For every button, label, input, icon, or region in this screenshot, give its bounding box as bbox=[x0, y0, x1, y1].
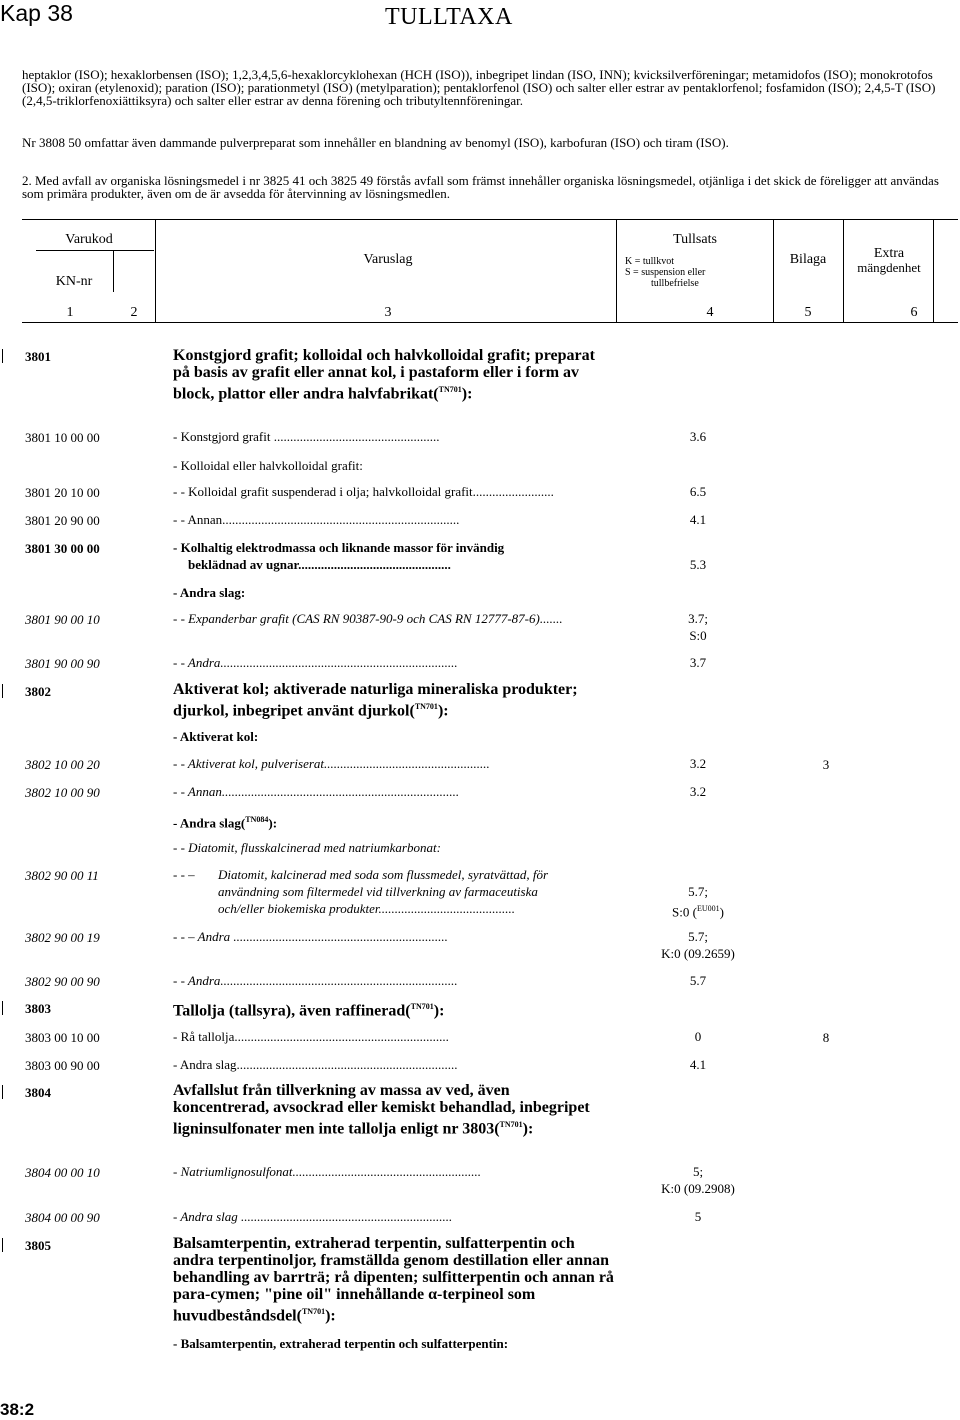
duty-rate-cont: S:0 ($^{EU001}$) bbox=[672, 904, 724, 920]
k-key: K = bbox=[625, 256, 641, 267]
item-description: - Natriumlignosulfonat.......................................................... bbox=[173, 1164, 482, 1179]
kn-code: 3802 90 00 19 bbox=[25, 930, 100, 945]
item-description: - Andra slag.................................................................... bbox=[173, 1057, 458, 1072]
col-num-5: 5 bbox=[804, 305, 812, 320]
kn-code: 3803 00 90 00 bbox=[25, 1058, 100, 1073]
column-divider bbox=[155, 219, 156, 322]
kn-code: 3804 00 00 90 bbox=[25, 1210, 100, 1225]
bilaga-value: 3 bbox=[822, 757, 830, 772]
subheading: - Aktiverat kol: bbox=[173, 729, 259, 744]
heading-code: 3804 bbox=[25, 1085, 51, 1100]
item-description: Diatomit, kalcinerad med soda som flussmedel, syratvättad, för bbox=[218, 867, 549, 882]
page-title: TULLTAXA bbox=[385, 4, 513, 30]
duty-rate: 5; bbox=[692, 1164, 704, 1179]
item-description: - - Expanderbar grafit (CAS RN 90387-90-9 och CAS RN 12777-87-6)....... bbox=[173, 611, 563, 626]
duty-rate: 5.3 bbox=[689, 557, 707, 572]
heading-text: Tallolja (tallsyra), även raffinerad($^{TN701}$): bbox=[173, 1002, 445, 1020]
item-description-cont: användning som filtermedel vid tillverkning av farmaceutiska bbox=[218, 884, 538, 899]
kn-code: 3801 20 90 00 bbox=[25, 513, 100, 528]
item-description: - - Kolloidal grafit suspenderad i olja; halvkolloidal grafit......................... bbox=[173, 484, 554, 499]
intro-paragraph-3: 2. Med avfall av organiska lösningsmedel i nr 3825 41 och 3825 49 förstås avfall som främst innehåller organiska lösningsmedel, otjänliga i det skick de föreligger att användas som primära produkter, även om de är avsedda för återvinning av lösningsmedlen. bbox=[22, 173, 939, 201]
duty-rate: 3.2 bbox=[689, 756, 707, 771]
kn-code: 3801 30 00 00 bbox=[25, 541, 100, 556]
header-top-rule bbox=[22, 219, 958, 220]
tullsats-legend bbox=[625, 256, 705, 289]
item-description: - - – Andra .................................................................. bbox=[173, 929, 448, 944]
s-value: suspension eller bbox=[641, 267, 706, 278]
change-bar bbox=[2, 1238, 3, 1252]
kn-code: 3801 20 10 00 bbox=[25, 485, 100, 500]
duty-rate: 3.7; bbox=[688, 611, 708, 626]
duty-rate: 3.6 bbox=[689, 429, 707, 444]
varukod-rule bbox=[36, 250, 154, 251]
heading-code: 3803 bbox=[25, 1001, 51, 1016]
kn-code: 3802 10 00 90 bbox=[25, 785, 100, 800]
bilaga-header: Bilaga bbox=[789, 252, 827, 267]
kn-code: 3804 00 00 10 bbox=[25, 1165, 100, 1180]
s-key: S = bbox=[625, 267, 639, 278]
duty-rate: 3.7 bbox=[689, 655, 707, 670]
tullsats-header: Tullsats bbox=[673, 232, 717, 247]
dash-prefix: - - – bbox=[173, 867, 195, 882]
header-bottom-rule bbox=[22, 322, 958, 323]
intro-paragraph-1: heptaklor (ISO); hexaklorbensen (ISO); 1,2,3,4,5,6-hexaklorcyklohexan (HCH (ISO)), inbegripet lindan (ISO, INN); kvicksilverföreningar; metamidofos (ISO); monokrotofos (ISO); oxiran (etylenoxid); paration (ISO); parationmetyl (ISO) (metylparation); pentaklorfenol (ISO) och salter eller estrar av pentaklorfenol; fosfamidon (ISO); 2,4,5-T (ISO) (2,4,5-triklorfenoxiättiksyra) och salter eller estrar av denna förening och tributyltennföreningar. bbox=[22, 67, 936, 108]
duty-rate: 5.7 bbox=[689, 973, 707, 988]
subheading: - Andra slag: bbox=[173, 585, 246, 600]
column-divider bbox=[616, 219, 617, 322]
duty-rate: 6.5 bbox=[689, 484, 707, 499]
subheading: - Kolloidal eller halvkolloidal grafit: bbox=[173, 458, 363, 473]
kn-divider bbox=[113, 250, 114, 292]
item-description-cont: beklädnad av ugnar............................................... bbox=[188, 557, 451, 572]
column-divider bbox=[843, 219, 844, 322]
duty-rate: 0 bbox=[694, 1029, 702, 1044]
duty-rate-cont: K:0 (09.2908) bbox=[661, 1181, 735, 1196]
col-num-1: 1 bbox=[66, 305, 74, 320]
varukod-header: Varukod bbox=[65, 232, 113, 247]
item-description: - Rå tallolja.................................................................. bbox=[173, 1029, 449, 1044]
heading-text: Aktiverat kol; aktiverade naturliga mineraliska produkter; djurkol, inbegripet använt djurkol($^{TN701}$): bbox=[173, 681, 578, 720]
col-num-6: 6 bbox=[910, 305, 918, 320]
col-num-3: 3 bbox=[384, 305, 392, 320]
duty-rate: 3.2 bbox=[689, 784, 707, 799]
duty-rate-cont: S:0 bbox=[689, 628, 707, 643]
heading-text: Avfallslut från tillverkning av massa av ved, även koncentrerad, avsockrad eller kemiskt behandlad, inbegripet ligninsulfonater men inte tallolja enligt nr 3803($^{TN701}$): bbox=[173, 1082, 590, 1138]
kn-code: 3801 10 00 00 bbox=[25, 430, 100, 445]
mangdenhet-header: mängdenhet bbox=[857, 260, 921, 275]
subheading: - - Diatomit, flusskalcinerad med natriumkarbonat: bbox=[173, 840, 441, 855]
kn-code: 3801 90 00 90 bbox=[25, 656, 100, 671]
duty-rate-cont: K:0 (09.2659) bbox=[661, 946, 735, 961]
change-bar bbox=[2, 684, 3, 698]
kn-code: 3802 10 00 20 bbox=[25, 757, 100, 772]
change-bar bbox=[2, 1085, 3, 1099]
varuslag-header: Varuslag bbox=[363, 252, 413, 267]
item-description: - Konstgjord grafit ................................................... bbox=[173, 429, 440, 444]
item-description: - - Annan......................................................................... bbox=[173, 784, 460, 799]
k-value: tullkvot bbox=[642, 256, 674, 267]
item-description: - Andra slag ................................................................. bbox=[173, 1209, 453, 1224]
kn-code: 3801 90 00 10 bbox=[25, 612, 100, 627]
change-bar bbox=[2, 349, 3, 363]
kn-nr-header: KN-nr bbox=[55, 274, 93, 289]
s-value-cont: tullbefrielse bbox=[651, 278, 699, 289]
duty-rate: 4.1 bbox=[689, 1057, 707, 1072]
duty-rate: 5.7; bbox=[688, 929, 708, 944]
item-description: - - Andra......................................................................... bbox=[173, 973, 458, 988]
bilaga-value: 8 bbox=[822, 1030, 830, 1045]
subheading: - Balsamterpentin, extraherad terpentin och sulfatterpentin: bbox=[173, 1336, 509, 1351]
heading-code: 3802 bbox=[25, 684, 51, 699]
kn-code: 3803 00 10 00 bbox=[25, 1030, 100, 1045]
subheading: - Andra slag($^{TN084}$): bbox=[173, 815, 278, 831]
duty-rate: 4.1 bbox=[689, 512, 707, 527]
item-description: - - Andra......................................................................... bbox=[173, 655, 458, 670]
duty-rate: 5.7; bbox=[688, 884, 708, 899]
heading-code: 3805 bbox=[25, 1238, 51, 1253]
heading-text: Balsamterpentin, extraherad terpentin, sulfatterpentin och andra terpentinoljor, framställda genom destillation eller annan behandling av barrträ; rå dipenten; sulfitterpentin och annan rå para-cymen; "pine oil" innehållande α-terpineol som huvudbeståndsdel($^{TN701}$): bbox=[173, 1235, 614, 1325]
extra-header: Extra bbox=[873, 246, 905, 261]
chapter-label: Kap 38 bbox=[0, 0, 73, 26]
item-description: - Kolhaltig elektrodmassa och liknande massor för invändig bbox=[173, 540, 505, 555]
item-description-cont: och/eller biokemiska produkter.......................................... bbox=[218, 901, 516, 916]
duty-rate: 5 bbox=[694, 1209, 702, 1224]
kn-code: 3802 90 00 11 bbox=[25, 868, 99, 883]
heading-text: Konstgjord grafit; kolloidal och halvkolloidal grafit; preparat på basis av grafit eller annat kol, i pastaform eller i form av block, plattor eller andra halvfabrikat($^{TN701}$): bbox=[173, 347, 595, 403]
item-description: - - Aktiverat kol, pulveriserat................................................... bbox=[173, 756, 490, 771]
intro-paragraph-2: Nr 3808 50 omfattar även dammande pulverpreparat som innehåller en blandning av benomyl (ISO), karbofuran (ISO) och tiram (ISO). bbox=[22, 135, 729, 150]
col-num-4: 4 bbox=[706, 305, 714, 320]
item-description: - - Annan......................................................................... bbox=[173, 512, 460, 527]
kn-code: 3802 90 00 90 bbox=[25, 974, 100, 989]
col-num-2: 2 bbox=[130, 305, 138, 320]
change-bar bbox=[2, 1001, 3, 1015]
page-number: 38:2 bbox=[0, 1400, 35, 1419]
heading-code: 3801 bbox=[25, 349, 51, 364]
